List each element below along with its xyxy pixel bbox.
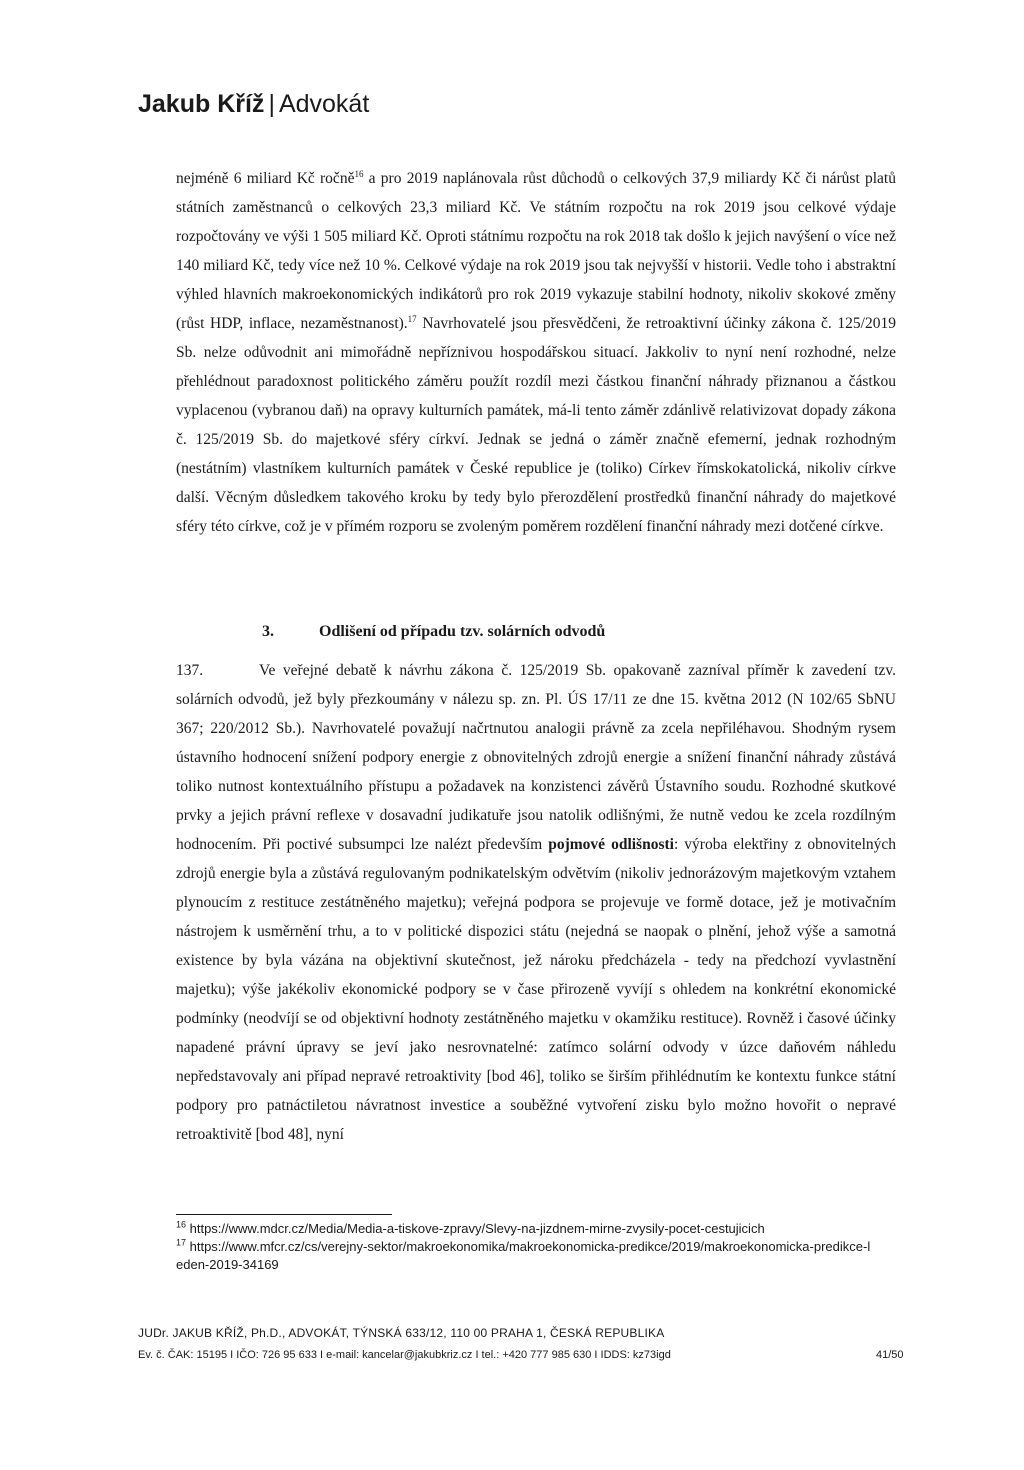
- author-name: Jakub Kříž: [138, 90, 265, 118]
- header-title: [138, 90, 369, 119]
- footnote-17: [176, 1238, 876, 1274]
- section-title: Odlišení od případu tzv. solárních odvodů: [319, 623, 606, 640]
- footer-address: JUDr. JAKUB KŘÍŽ, Ph.D., ADVOKÁT, TÝNSKÁ 633/12, 110 00 PRAHA 1, ČESKÁ REPUBLIKA: [138, 1326, 665, 1340]
- paragraph-text: Ve veřejné debatě k návrhu zákona č. 125/2019 Sb. opakovaně zazníval příměr k zavedení tzv. solárních odvodů, jež byly přezkoumány v nálezu sp. zn. Pl. ÚS 17/11 ze dne 15. května 2012 (N 102/65 SbNU 367; 220/2012 Sb.). Navrhovatelé považují načrtnutou analogii právně za zcela nepřiléhavou. Shodným rysem ústavního hodnocení snížení podpory energie z obnovitelných zdrojů energie a snížení finanční náhrady zůstává toliko nutnost kontextuálního přístupu a požadavek na konzistenci závěrů Ústavního soudu. Rozhodné skutkové prvky a jejich právní reflexe v dosavadní judikatuře jsou natolik odlišnými, že nutně vedou ke zcela rozdílným hodnocením. Při poctivé subsumpci lze nalézt především: [176, 662, 896, 853]
- author-role: Advokát: [278, 90, 370, 118]
- footnote-ref-17[interactable]: 17: [407, 313, 417, 324]
- footnote-number: 17: [176, 1237, 187, 1248]
- footnote-16: [176, 1220, 876, 1238]
- footnote-link[interactable]: https://www.mdcr.cz/Media/Media-a-tiskove-zpravy/Slevy-na-jizdnem-mirne-zvysily-pocet-cestujicich: [186, 1221, 765, 1236]
- footnote-number: 16: [176, 1219, 187, 1230]
- header-separator: |: [268, 90, 275, 118]
- footnotes: [176, 1220, 876, 1274]
- footnote-link[interactable]: https://www.mfcr.cz/cs/verejny-sektor/makroekonomika/makroekonomicka-predikce/2019/makroekonomicka-predikce-leden-2019-34169: [176, 1239, 871, 1272]
- paragraph-text: Navrhovatelé jsou přesvědčeni, že retroaktivní účinky zákona č. 125/2019 Sb. nelze odůvodnit ani mimořádně nepříznivou hospodářskou situací. Jakkoliv to nyní není rozhodné, nelze přehlédnout paradoxnost politického záměru použít rozdíl mezi částkou finanční náhrady přiznanou a částkou vyplacenou (vybranou daň) na opravy kulturních památek, má-li tento záměr zdánlivě relativizovat dopady zákona č. 125/2019 Sb. do majetkové sféry církví. Jednak se jedná o záměr značně efemerní, jednak rozhodným (nestátním) vlastníkem kulturních památek v České republice je (toliko) Církev římskokatolická, nikoliv církve další. Věcným důsledkem takového kroku by tedy bylo přerozdělení prostředků finanční náhrady do majetkové sféry této církve, což je v přímém rozporu se zvoleným poměrem rozdělení finanční náhrady mezi dotčené církve.: [176, 315, 896, 535]
- footnote-ref-16[interactable]: 16: [354, 168, 364, 179]
- paragraph-text: : výroba elektřiny z obnovitelných zdrojů energie byla a zůstává regulovaným podnikatelským odvětvím (nikoliv jednorázovým majetkovým vztahem plynoucím z restituce zestátněného majetku); veřejná podpora se projevuje ve formě dotace, jež je motivačním nástrojem k usměrnění trhu, a to v politické dispozici státu (nejedná se naopak o plnění, jehož výše a samotná existence by byla vázána na objektivní skutečnost, jež nároku předcházela - tedy na předchozí vyvlastnění majetku); výše jakékoliv ekonomické podpory se v čase přirozeně vyvíjí s ohledem na konkrétní ekonomické podmínky (neodvíjí se od objektivní hodnoty zestátněného majetku v okamžiku restituce). Rovněž i časové účinky napadené právní úpravy se jeví jako nesrovnatelné: zatímco solární odvody v úzce daňovém náhledu nepředstavovaly ani případ nepravé retroaktivity [bod 46], toliko se širším přihlédnutím ke kontextu funkce státní podpory pro patnáctiletou návratnost investice a souběžné vytvoření zisku bylo možno hovořit o nepravé retroaktivitě [bod 48], nyní: [176, 836, 897, 1143]
- paragraph-number: 137.: [176, 662, 204, 679]
- section-number: 3.: [262, 623, 274, 640]
- paragraph-text: nejméně 6 miliard Kč ročně: [176, 170, 355, 187]
- paragraph-text: a pro 2019 naplánovala růst důchodů o celkových 37,9 miliardy Kč či nárůst platů státních zaměstnanců o celkových 23,3 miliard Kč. Ve státním rozpočtu na rok 2019 jsou celkové výdaje rozpočtovány ve výši 1 505 miliard Kč. Oproti státnímu rozpočtu na rok 2018 tak došlo k jejich navýšení o více než 140 miliard Kč, tedy více než 10 %. Celkové výdaje na rok 2019 jsou tak nejvyšší v historii. Vedle toho i abstraktní výhled hlavních makroekonomických indikátorů pro rok 2019 vykazuje stabilní hodnoty, nikoliv skokové změny (růst HDP, inflace, nezaměstnanost).: [176, 170, 896, 332]
- paragraph-bold-text: pojmové odlišnosti: [548, 836, 674, 853]
- paragraph-continued: [176, 164, 896, 541]
- footer-contact: Ev. č. ČAK: 15195 I IČO: 726 95 633 I e-mail: kancelar@jakubkriz.cz I tel.: +420 777 985 630 I IDDS: kz73igd: [138, 1349, 671, 1361]
- section-heading: [262, 623, 605, 641]
- page-number: 41/50: [876, 1349, 904, 1361]
- paragraph-137: [176, 656, 896, 1149]
- footnote-divider: [176, 1214, 392, 1215]
